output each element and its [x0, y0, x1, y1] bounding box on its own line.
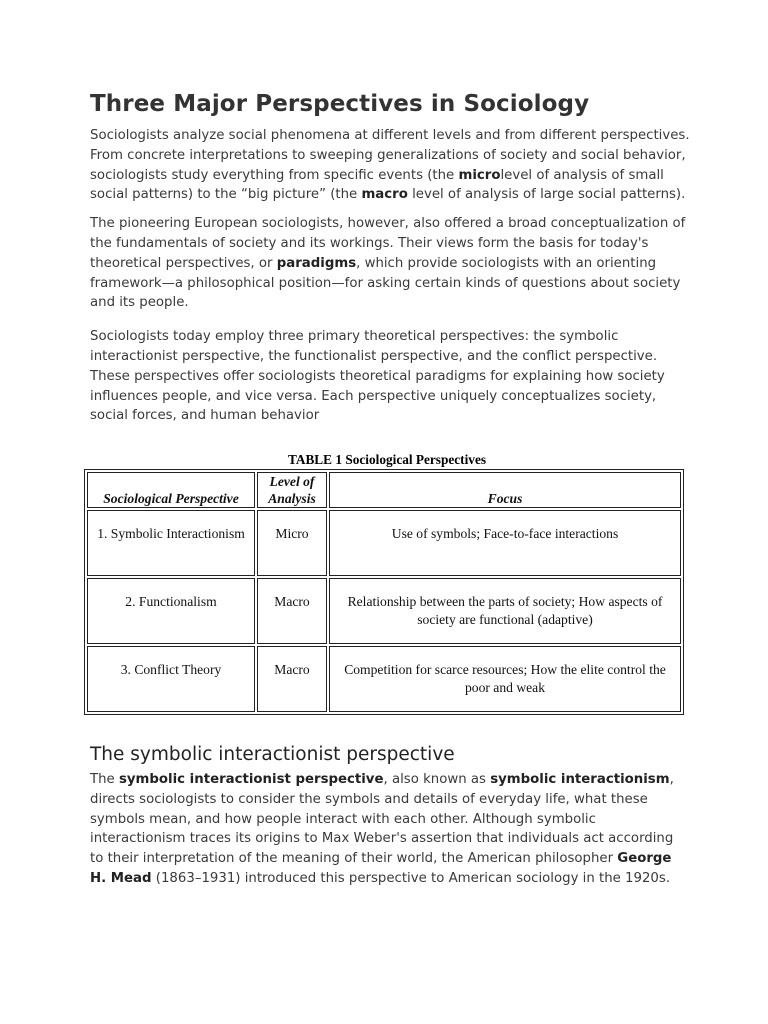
perspectives-table — [84, 469, 684, 715]
bold-term-mead: George H. Mead — [90, 851, 672, 886]
table-header-row — [87, 472, 681, 508]
table-row — [87, 510, 681, 576]
section-paragraph — [90, 770, 680, 889]
table-row — [87, 578, 681, 644]
table-cell: 2. Functionalism — [87, 578, 255, 644]
table-cell: Macro — [257, 646, 327, 712]
symbolic-section — [90, 770, 680, 889]
table-cell: Use of symbols; Face-to-face interactions — [329, 510, 681, 576]
intro-paragraph-2 — [90, 214, 690, 313]
text-run: , which provide sociologists with an orienting framework—a philosophical position—for asking certain kinds of questions about society and its people. — [90, 255, 681, 311]
table-cell: Macro — [257, 578, 327, 644]
bold-term: symbolic interactionism — [490, 772, 670, 787]
text-run: level of analysis of large social patterns). — [407, 187, 686, 203]
intro-section — [90, 88, 690, 426]
bold-term-paradigms: paradigms — [276, 255, 357, 271]
page-title: Three Major Perspectives in Sociology — [90, 91, 590, 117]
intro-paragraph-3: Sociologists today employ three primary theoretical perspectives: the symbolic interactionist perspective, the functionalist perspective, and the conflict perspective. These perspectives offer sociologists theoretical paradigms for explaining how society influences people, and vice versa. Each perspective uniquely conceptualizes society, social forces, and human behavior — [90, 329, 665, 424]
table-cell: Relationship between the parts of society; How aspects of society are functional (adaptive) — [329, 578, 681, 644]
table-cell: 3. Conflict Theory — [87, 646, 255, 712]
table-row — [87, 646, 681, 712]
header-focus: Focus — [329, 472, 681, 508]
text-run: level of analysis of small social patterns) to the “big picture” (the — [90, 167, 664, 203]
text-run: The — [90, 772, 119, 787]
bold-term-macro: macro — [361, 187, 408, 203]
table-cell: Competition for scarce resources; How the elite control the poor and weak — [329, 646, 681, 712]
intro-paragraph-1 — [90, 126, 690, 205]
table-cell: Micro — [257, 510, 327, 576]
header-perspective: Sociological Perspective — [87, 472, 255, 508]
bold-term: symbolic interactionist perspective — [118, 772, 384, 787]
section-heading: The symbolic interactionist perspective — [90, 744, 455, 765]
bold-term-micro: micro — [458, 167, 501, 183]
text-run: (1863–1931) introduced this perspective to American sociology in the 1920s. — [151, 870, 671, 886]
table-caption: TABLE 1 Sociological Perspectives — [287, 452, 487, 467]
text-run: , also known as — [383, 772, 491, 787]
table-cell: 1. Symbolic Interactionism — [87, 510, 255, 576]
text-run: The pioneering European sociologists, however, also offered a broad conceptualization of the fundamentals of society and its workings. Their views form the basis for today's theoretical perspectives, or — [90, 216, 686, 271]
text-run: Sociologists analyze social phenomena at different levels and from different perspectives. From concrete interpretations to sweeping generalizations of society and social behavior, sociologists study everything from specific events (the — [90, 128, 690, 183]
header-level: Level of Analysis — [257, 472, 327, 508]
text-run: , directs sociologists to consider the symbols and details of everyday life, what these symbols mean, and how people interact with each other. Although symbolic interactionism traces its origins to Max Weber's assertion that individuals act according to their interpretation of the meaning of their world, the American philosopher — [90, 772, 674, 867]
